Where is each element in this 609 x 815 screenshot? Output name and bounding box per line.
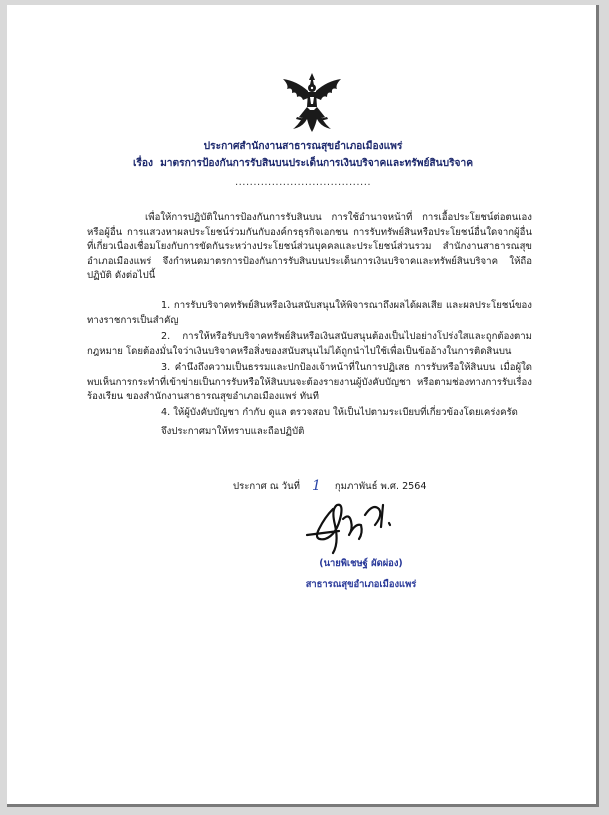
- subject-text: มาตรการป้องกันการรับสินบนประเด็นการเงินบริจาคและทรัพย์สินบริจาค: [160, 158, 474, 169]
- announcement-date: [233, 477, 426, 494]
- signatory-name: (นายพิเชษฐ์ ผัดผ่อง): [319, 558, 403, 569]
- announcement-title: ประกาศสำนักงานสาธารณสุขอำเภอเมืองแพร่: [203, 141, 403, 152]
- subject-label: เรื่อง: [132, 158, 153, 169]
- measure-item-1: 1. การรับบริจาคทรัพย์สินหรือเงินสนับสนุนให้พิจารณาถึงผลได้ผลเสีย และผลประโยชน์ของทางราชการเป็นสำคัญ: [87, 300, 532, 326]
- closing-statement: จึงประกาศมาให้ทราบและถือปฏิบัติ: [161, 426, 305, 437]
- title-separator: .....................................: [234, 177, 372, 188]
- date-month-year: กุมภาพันธ์ พ.ศ. 2564: [334, 481, 427, 492]
- garuda-emblem-icon: [279, 71, 345, 133]
- date-prefix: ประกาศ ณ วันที่: [233, 481, 300, 492]
- measure-item-2: 2. การให้หรือรับบริจาคทรัพย์สินหรือเงินสนับสนุนต้องเป็นไปอย่างโปร่งใสและถูกต้องตามกฎหมาย โดยต้องมั่นใจว่าเงินบริจาคหรือสิ่งของสนับสนุนไม่ได้ถูกนำไปใช้เพื่อเป็นข้ออ้างในการติดสินบน: [87, 331, 532, 357]
- document-page: [7, 5, 599, 807]
- intro-paragraph: เพื่อให้การปฏิบัติในการป้องกันการรับสินบน การใช้อำนาจหน้าที่ การเอื้อประโยชน์ต่อตนเองหรือผู้อื่น การแสวงหาผลประโยชน์ร่วมกันกับองค์กรธุรกิจเอกชน การรับทรัพย์สินหรือประโยชน์อื่นใดจากผู้อื่น ที่เกี่ยวเนื่องเชื่อมโยงกับการขัดกันระหว่างประโยชน์ส่วนบุคคลและประโยชน์ส่วนรวม สำนักงานสาธารณสุขอำเภอเมืองแพร่ จึงกำหนดมาตรการป้องกันการรับสินบนประเด็นการเงินบริจาคและทรัพย์สินบริจาค ให้ถือปฏิบัติ ดังต่อไปนี้: [87, 212, 532, 282]
- handwritten-signature: [303, 495, 403, 555]
- announcement-subject: [7, 155, 599, 171]
- signatory-position: สาธารณสุขอำเภอเมืองแพร่: [305, 579, 417, 590]
- measure-item-3: 3. คำนึงถึงความเป็นธรรมและปกป้องเจ้าหน้าที่ในการปฏิเสธ การรับหรือให้สินบน เมื่อผู้ใดพบเห็นการกระทำที่เข้าข่ายเป็นการรับหรือให้สินบนจะต้องรายงานผู้บังคับบัญชา หรือตามช่องทางการรับเรื่องร้องเรียน ของสำนักงานสาธารณสุขอำเภอเมืองแพร่ ทันที: [87, 362, 532, 403]
- date-day-handwritten: 1: [311, 478, 321, 494]
- measure-item-4: 4. ให้ผู้บังคับบัญชา กำกับ ดูแล ตรวจสอบ ให้เป็นไปตามระเบียบที่เกี่ยวข้องโดยเคร่งครัด: [161, 407, 518, 418]
